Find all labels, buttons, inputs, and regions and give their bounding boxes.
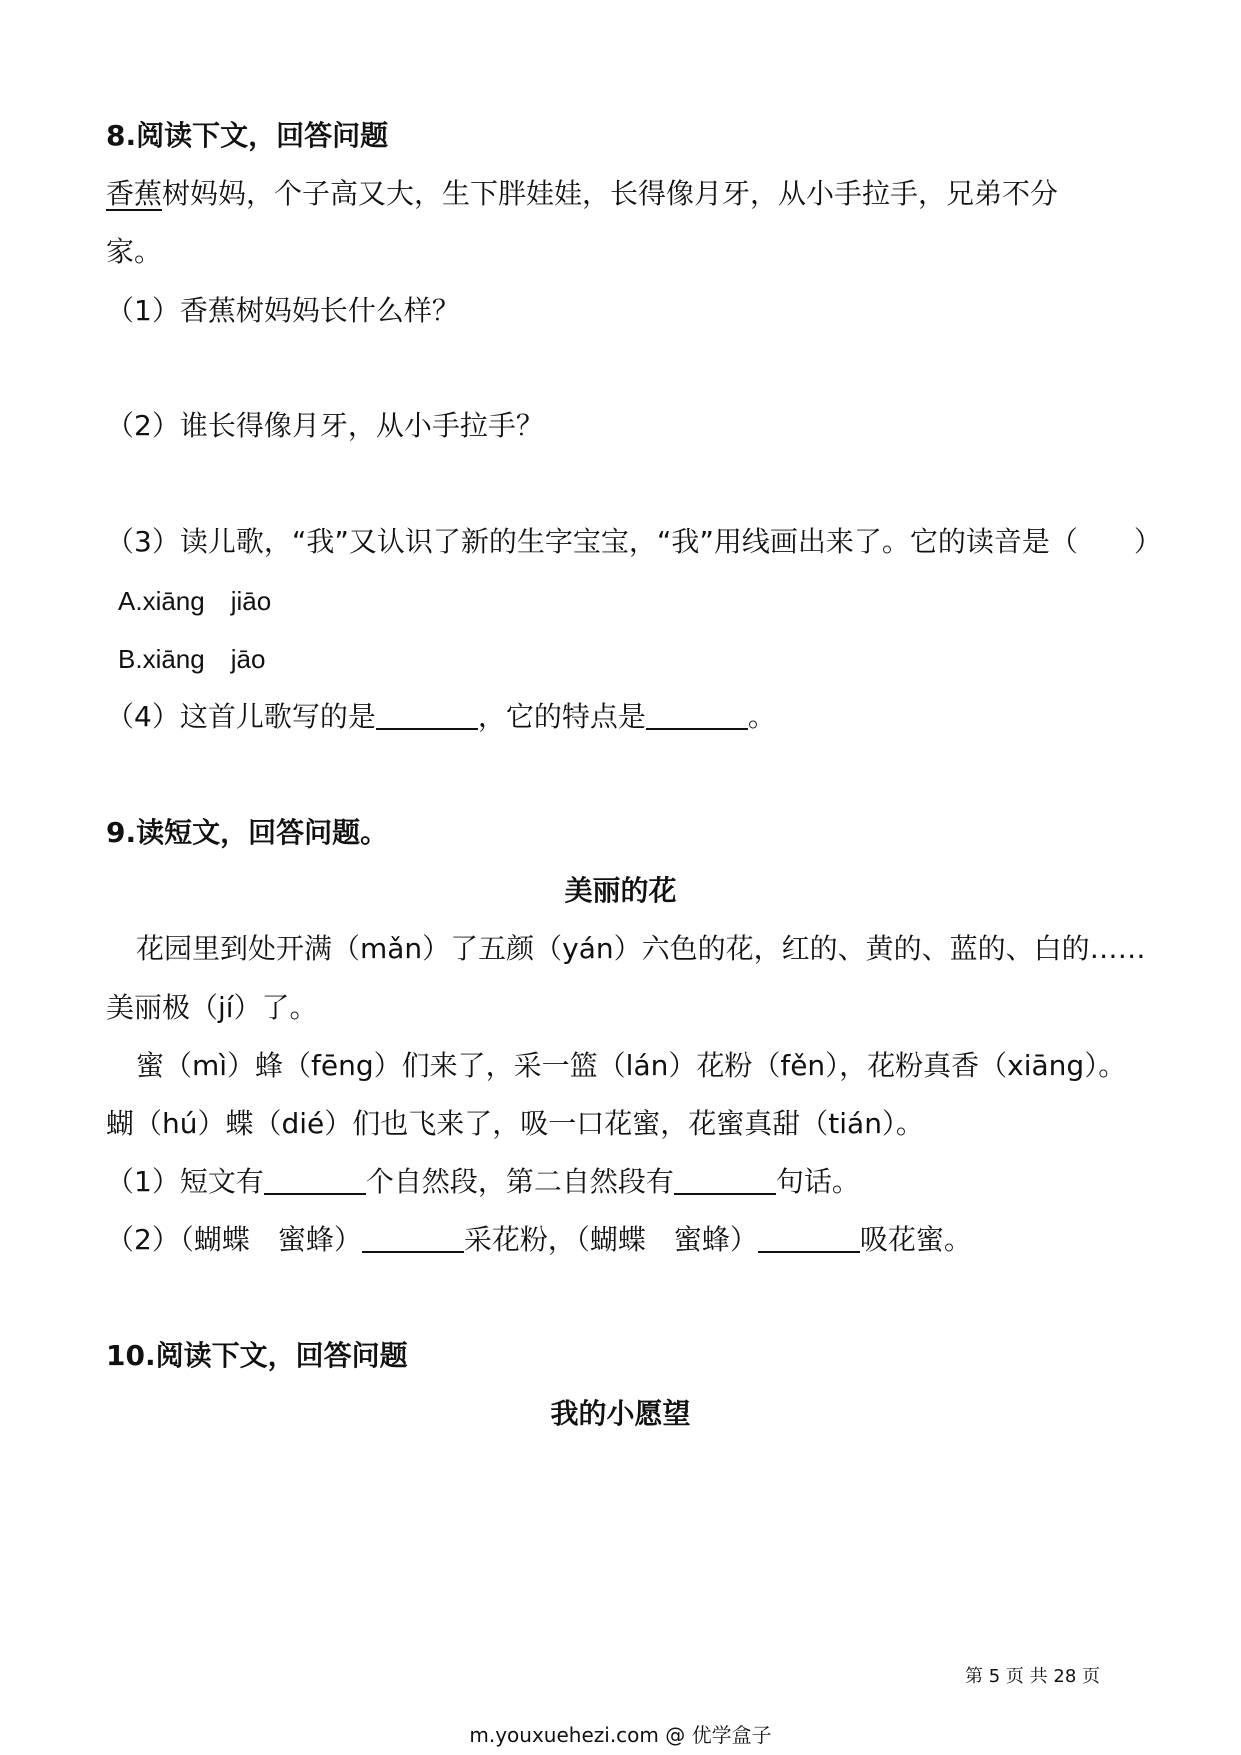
q9-sub2 xyxy=(106,1222,972,1258)
q8-answer-blank-1[interactable] xyxy=(376,700,478,730)
q9-sub1 xyxy=(106,1164,860,1200)
q8-option-a[interactable]: A.xiāng jiāo xyxy=(118,586,272,616)
q9-answer-blank-4[interactable] xyxy=(758,1223,860,1253)
q9-p1-line1: 花园里到处开满（mǎn）了五颜（yán）六色的花，红的、黄的、蓝的、白的…… xyxy=(136,932,1146,965)
q10-heading: 10.阅读下文，回答问题 xyxy=(106,1339,408,1372)
q9-sub1-text-b: 个自然段，第二自然段有 xyxy=(365,1165,674,1198)
q9-sub1-text-a: （1）短文有 xyxy=(106,1165,264,1198)
q8-passage-line2: 家。 xyxy=(106,235,163,268)
q8-underlined-word: 香蕉 xyxy=(106,177,163,210)
q9-heading: 9.读短文，回答问题。 xyxy=(106,816,389,849)
q8-sub4-text-a: （4）这首儿歌写的是 xyxy=(106,700,376,733)
q9-answer-blank-3[interactable] xyxy=(362,1223,464,1253)
q8-sub4-text-c: 。 xyxy=(747,700,776,733)
q8-sub1: （1）香蕉树妈妈长什么样？ xyxy=(106,294,460,327)
site-watermark: m.youxuehezi.com @ 优学盒子 xyxy=(469,1723,772,1747)
q9-sub2-text-b: 采花粉，（蝴蝶 蜜蜂） xyxy=(463,1223,758,1256)
q8-heading: 8.阅读下文，回答问题 xyxy=(106,119,389,152)
q9-sub1-text-c: 句话。 xyxy=(775,1165,860,1198)
q8-passage-rest: 树妈妈，个子高又大，生下胖娃娃，长得像月牙，从小手拉手，兄弟不分 xyxy=(162,177,1059,210)
q9-sub2-text-a: （2）（蝴蝶 蜜蜂） xyxy=(106,1223,362,1256)
q9-answer-blank-2[interactable] xyxy=(674,1165,776,1195)
q8-answer-blank-2[interactable] xyxy=(646,700,748,730)
q9-sub2-text-c: 吸花蜜。 xyxy=(859,1223,972,1256)
page-number: 第 5 页 共 28 页 xyxy=(965,1666,1100,1687)
q8-sub3: （3）读儿歌，“我”又认识了新的生字宝宝，“我”用线画出来了。它的读音是（ ） xyxy=(106,525,1162,558)
q8-sub2: （2）谁长得像月牙，从小手拉手？ xyxy=(106,409,544,442)
q8-passage-line1 xyxy=(106,176,1058,212)
q8-sub4-text-b: ，它的特点是 xyxy=(477,700,646,733)
q9-answer-blank-1[interactable] xyxy=(264,1165,366,1195)
q9-title: 美丽的花 xyxy=(564,874,677,907)
q9-p2-line2: 蝴（hú）蝶（dié）们也飞来了，吸一口花蜜，花蜜真甜（tián）。 xyxy=(106,1107,924,1140)
q10-title: 我的小愿望 xyxy=(550,1397,691,1430)
q9-p1-line2: 美丽极（jí）了。 xyxy=(106,991,318,1024)
q9-p2-line1: 蜜（mì）蜂（fēng）们来了，采一篮（lán）花粉（fěn），花粉真香（xiāng）。 xyxy=(136,1049,1127,1082)
q8-sub4 xyxy=(106,699,776,735)
q8-option-b[interactable]: B.xiāng jāo xyxy=(118,644,266,674)
